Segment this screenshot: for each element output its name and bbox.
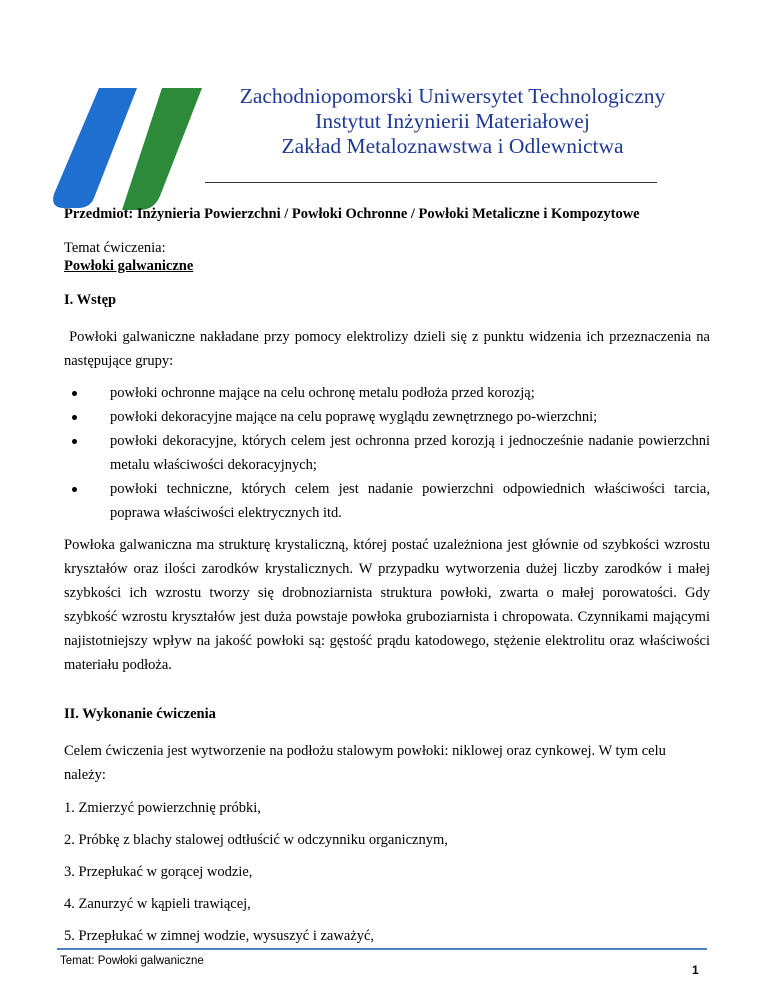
topic-title: Powłoki galwaniczne [64, 258, 194, 274]
subject-line: Przedmiot: Inżynieria Powierzchni / Powłoki Ochronne / Powłoki Metaliczne i Kompozytowe [64, 206, 640, 222]
intro-paragraph: Powłoki galwaniczne nakładane przy pomocy elektrolizy dzieli się z punktu widzenia ich przeznaczenia na następujące grupy: [64, 329, 714, 369]
header-divider [205, 182, 657, 183]
list-item: 3. Przepłukać w gorącej wodzie, [64, 864, 253, 880]
section-intro-heading: I. Wstęp [64, 292, 117, 308]
institution-header [205, 84, 700, 159]
document-content [64, 205, 714, 959]
list-item: 5. Przepłukać w zimnej wodzie, wysuszyć i zaważyć, [64, 928, 375, 944]
list-item: 4. Zanurzyć w kąpieli trawiącej, [64, 896, 251, 912]
university-logo [44, 86, 204, 216]
institute-name: Instytut Inżynierii Materiałowej [315, 109, 590, 133]
procedure-steps [64, 799, 710, 945]
logo-green-stroke [122, 88, 202, 210]
footer-topic: Temat: Powłoki galwaniczne [60, 955, 204, 967]
bullet-icon [72, 415, 77, 420]
footer-divider [57, 948, 707, 950]
list-item: 2. Próbkę z blachy stalowej odtłuścić w odczynniku organicznym, [64, 832, 448, 848]
university-name: Zachodniopomorski Uniwersytet Technologiczny [239, 84, 666, 108]
page-number: 1 [692, 963, 699, 977]
list-item: powłoki techniczne, których celem jest nadanie powierzchni odpowiednich właściwości tarcia, poprawa właściwości elektrycznych itd. [64, 477, 710, 525]
list-item: powłoki dekoracyjne mające na celu poprawę wyglądu zewnętrznego po-wierzchni; [64, 405, 710, 429]
structure-paragraph: Powłoka galwaniczna ma strukturę krystaliczną, której postać uzależniona jest głównie od szybkości wzrostu kryształów oraz ilości zarodków krystalicznych. W przypadku wytworzenia dużej liczby zarodków i małej szybkości ich wzrostu tworzy się drobnoziarnista struktura powłoki, zwarta o małej porowatości. Gdy szybkość wzrostu kryształów jest duża powstaje powłoka gruboziarnista i chropowata. Czynnikami mającymi najistotniejszy wpływ na jakość powłoki są: gęstość prądu katodowego, stężenie elektrolitu oraz właściwości materiału podłoża. [64, 537, 710, 673]
topic-label: Temat ćwiczenia: [64, 240, 166, 256]
logo-blue-stroke [53, 88, 137, 208]
bullet-icon [72, 391, 77, 396]
bullet-icon [72, 439, 77, 444]
coating-groups-list [64, 381, 710, 525]
list-item: powłoki dekoracyjne, których celem jest ochronna przed korozją i jednocześnie nadanie powierzchni metalu właściwości dekoracyjnych; [64, 429, 710, 477]
bullet-icon [72, 487, 77, 492]
department-name: Zakład Metaloznawstwa i Odlewnictwa [281, 134, 624, 158]
list-item: powłoki ochronne mające na celu ochronę metalu podłoża przed korozją; [64, 381, 710, 405]
section-procedure-heading: II. Wykonanie ćwiczenia [64, 706, 216, 722]
list-item: 1. Zmierzyć powierzchnię próbki, [64, 800, 261, 816]
goal-paragraph: Celem ćwiczenia jest wytworzenie na podłożu stalowym powłoki: niklowej oraz cynkowej. W tym celu należy: [64, 743, 666, 783]
